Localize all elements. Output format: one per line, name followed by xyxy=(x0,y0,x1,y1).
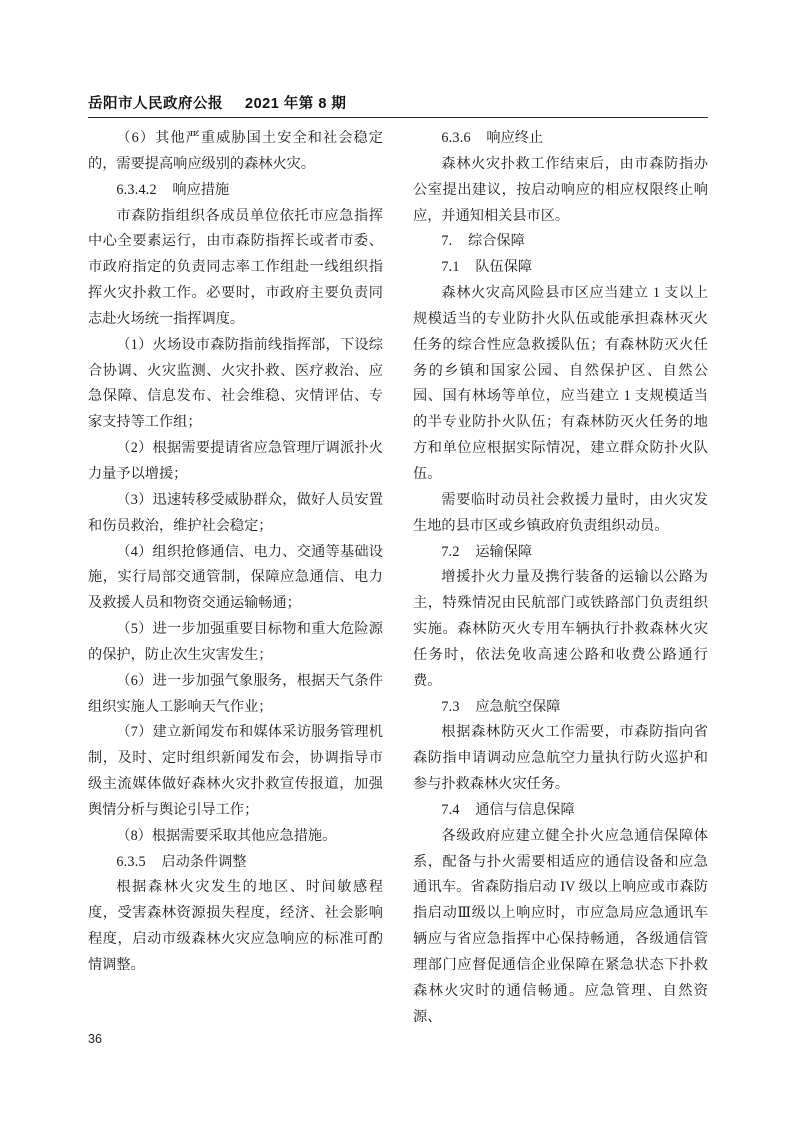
section-title: 队伍保障 xyxy=(475,259,533,276)
section-heading xyxy=(88,178,383,204)
body-paragraph: （4）组织抢修通信、电力、交通等基础设施，实行局部交通管制，保障应急通信、电力及救援人员和物资交通运输畅通； xyxy=(88,543,383,612)
body-paragraph: 市森防指组织各成员单位依托市应急指挥中心全要素运行，由市森防指挥长或者市委、市政府指定的负责同志率工作组赴一线组织指挥火灾扑救工作。必要时，市政府主要负责同志赴火场统一指挥调度。 xyxy=(88,207,383,327)
section-title: 综合保障 xyxy=(468,233,525,250)
section-title: 响应终止 xyxy=(486,130,544,146)
section-number: 7. xyxy=(441,233,453,250)
section-number: 6.3.4.2 xyxy=(116,181,157,198)
section-title: 运输保障 xyxy=(475,543,533,560)
left-column xyxy=(88,126,383,1026)
section-title: 响应措施 xyxy=(172,181,230,198)
section-number: 6.3.6 xyxy=(441,130,471,146)
section-title: 启动条件调整 xyxy=(161,853,247,870)
body-paragraph: （1）火场设市森防指前线指挥部，下设综合协调、火灾监测、火灾扑救、医疗救治、应急保障、信息发布、社会维稳、灾情评估、专家支持等工作组； xyxy=(88,336,383,431)
section-heading xyxy=(413,540,708,566)
body-paragraph: 根据森林火灾发生的地区、时间敏感程度，受害森林资源损失程度，经济、社会影响程度，启动市级森林火灾应急响应的标准可酌情调整。 xyxy=(88,879,383,973)
body-paragraph: 森林火灾扑救工作结束后，由市森防指办公室提出建议，按启动响应的相应权限终止响应，并通知相关县市区。 xyxy=(413,155,708,224)
body-paragraph: （6）其他严重威胁国土安全和社会稳定的，需要提高响应级别的森林火灾。 xyxy=(88,130,383,172)
body-paragraph: 根据森林防灭火工作需要，市森防指向省森防指申请调动应急航空力量执行防火巡护和参与扑救森林火灾任务。 xyxy=(413,724,708,793)
section-heading xyxy=(413,229,708,255)
page-header xyxy=(88,92,708,113)
section-number: 7.3 xyxy=(441,698,460,715)
section-number: 7.1 xyxy=(441,259,460,276)
body-paragraph: 各级政府应建立健全扑火应急通信保障体系，配备与扑火需要相适应的通信设备和应急通讯车。省森防指启动 IV 级以上响应或市森防指启动Ⅲ级以上响应时，市应急局应急通讯车辆应与省应急指挥中心保持畅通，各级通信管理部门应督促通信企业保障在紧急状态下扑救森林火灾时的通信畅通。应急管理、自然资源、 xyxy=(413,827,708,1025)
section-heading xyxy=(88,850,383,876)
section-number: 6.3.5 xyxy=(116,853,146,870)
body-paragraph: （2）根据需要提请省应急管理厅调派扑火力量予以增援； xyxy=(88,440,383,482)
right-column xyxy=(413,126,708,1026)
section-heading xyxy=(413,798,708,824)
header-divider xyxy=(88,117,708,118)
body-paragraph: 需要临时动员社会救援力量时，由火灾发生地的县市区或乡镇政府负责组织动员。 xyxy=(413,491,708,534)
body-paragraph: 森林火灾高风险县市区应当建立 1 支以上规模适当的专业防扑火队伍或能承担森林灭火任务的综合性应急救援队伍；有森林防灭火任务的乡镇和国家公园、自然保护区、自然公园、国有林场等单位，应当建立 1 支规模适当的半专业防扑火队伍；有森林防灭火任务的地方和单位应根据实际情况，建立群众防扑火队伍。 xyxy=(413,285,708,482)
body-paragraph: （3）迅速转移受威胁群众，做好人员安置和伤员救治，维护社会稳定； xyxy=(88,491,383,534)
section-heading xyxy=(413,255,708,281)
body-paragraph: （6）进一步加强气象服务，根据天气条件组织实施人工影响天气作业； xyxy=(88,672,383,715)
section-number: 7.4 xyxy=(441,801,460,818)
section-number: 7.2 xyxy=(441,543,460,560)
body-columns xyxy=(88,126,708,1026)
body-paragraph: （5）进一步加强重要目标物和重大危险源的保护，防止次生灾害发生； xyxy=(88,621,383,663)
section-title: 通信与信息保障 xyxy=(475,801,575,818)
publication-issue: 2021 年第 8 期 xyxy=(245,96,347,112)
page-number: 36 xyxy=(88,1032,102,1046)
section-title: 应急航空保障 xyxy=(475,698,561,715)
publication-title: 岳阳市人民政府公报 xyxy=(88,96,223,112)
body-paragraph: 增援扑火力量及携行装备的运输以公路为主，特殊情况由民航部门或铁路部门负责组织实施。森林防灭火专用车辆执行扑救森林火灾任务时，依法免收高速公路和收费公路通行费。 xyxy=(413,569,708,689)
section-heading xyxy=(413,126,708,152)
body-paragraph: （7）建立新闻发布和媒体采访服务管理机制，及时、定时组织新闻发布会，协调指导市级主流媒体做好森林火灾扑救宣传报道，加强舆情分析与舆论引导工作； xyxy=(88,724,383,818)
body-paragraph: （8）根据需要采取其他应急措施。 xyxy=(116,827,337,844)
section-heading xyxy=(413,695,708,721)
